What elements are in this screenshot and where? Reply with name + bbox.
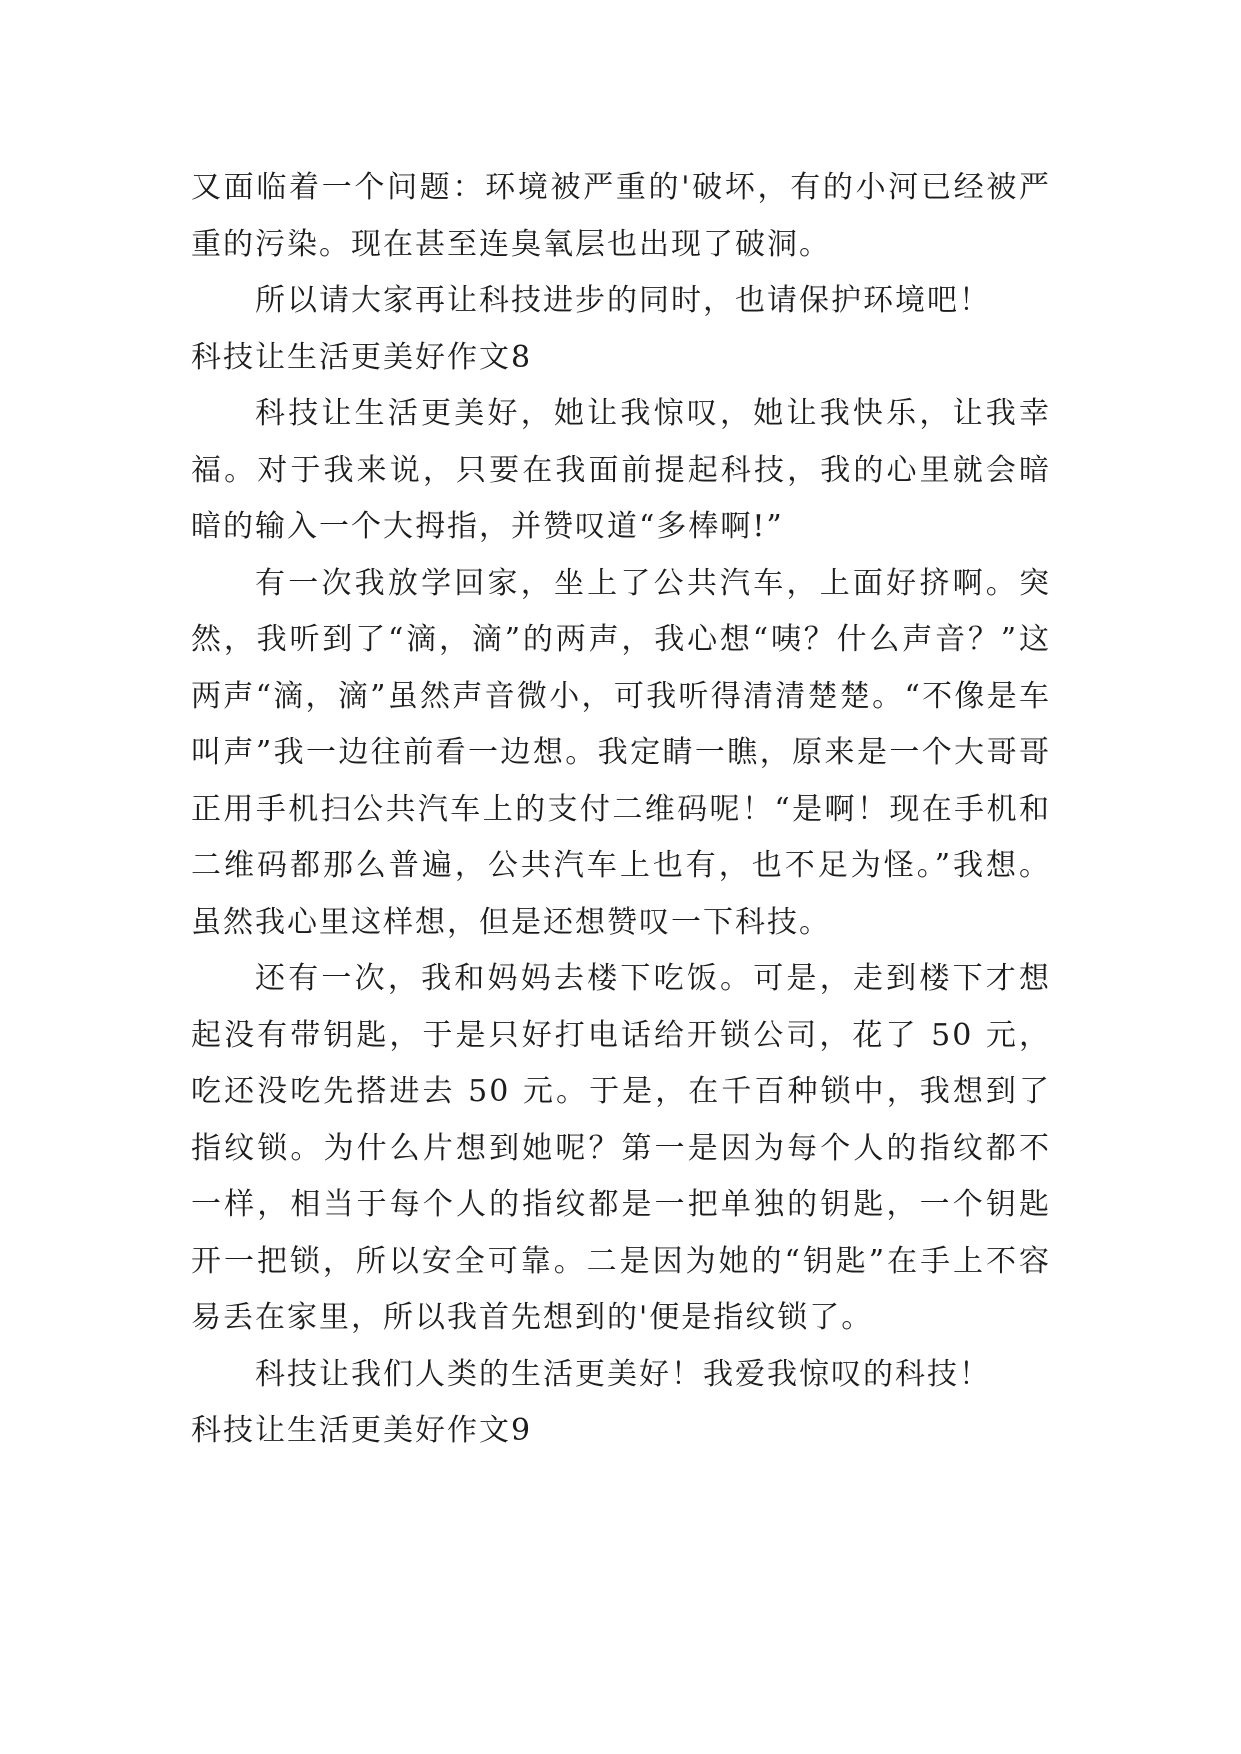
section-heading: 科技让生活更美好作文9: [191, 1413, 533, 1448]
document-body: [191, 160, 1051, 1460]
paragraph: 还有一次，我和妈妈去楼下吃饭。可是，走到楼下才想起没有带钥匙，于是只好打电话给开锁公司，花了 50 元，吃还没吃先搭进去 50 元。于是，在千百种锁中，我想到了指纹锁。为什么片想到她呢？第一是因为每个人的指纹都不一样，相当于每个人的指纹都是一把单独的钥匙，一个钥匙开一把锁，所以安全可靠。二是因为她的“钥匙”在手上不容易丢在家里，所以我首先想到的'便是指纹锁了。: [191, 961, 1051, 1335]
paragraph: 科技让我们人类的生活更美好！我爱我惊叹的科技！: [255, 1356, 991, 1392]
section-heading: 科技让生活更美好作文8: [191, 339, 533, 375]
paragraph: 科技让生活更美好，她让我惊叹，她让我快乐，让我幸福。对于我来说，只要在我面前提起科技，我的心里就会暗暗的输入一个大拇指，并赞叹道“多棒啊!”: [191, 396, 1051, 544]
paragraph: 又面临着一个问题：环境被严重的'破坏，有的小河已经被严重的污染。现在甚至连臭氧层也出现了破洞。: [191, 170, 1051, 262]
paragraph: 有一次我放学回家，坐上了公共汽车，上面好挤啊。突然，我听到了“滴，滴”的两声，我心想“咦？什么声音？”这两声“滴，滴”虽然声音微小，可我听得清清楚楚。“不像是车叫声”我一边往前看一边想。我定睛一瞧，原来是一个大哥哥正用手机扫公共汽车上的支付二维码呢！“是啊！现在手机和二维码都那么普遍，公共汽车上也有，也不足为怪。”我想。虽然我心里这样想，但是还想赞叹一下科技。: [191, 565, 1051, 940]
paragraph: 所以请大家再让科技进步的同时，也请保护环境吧！: [255, 283, 991, 318]
